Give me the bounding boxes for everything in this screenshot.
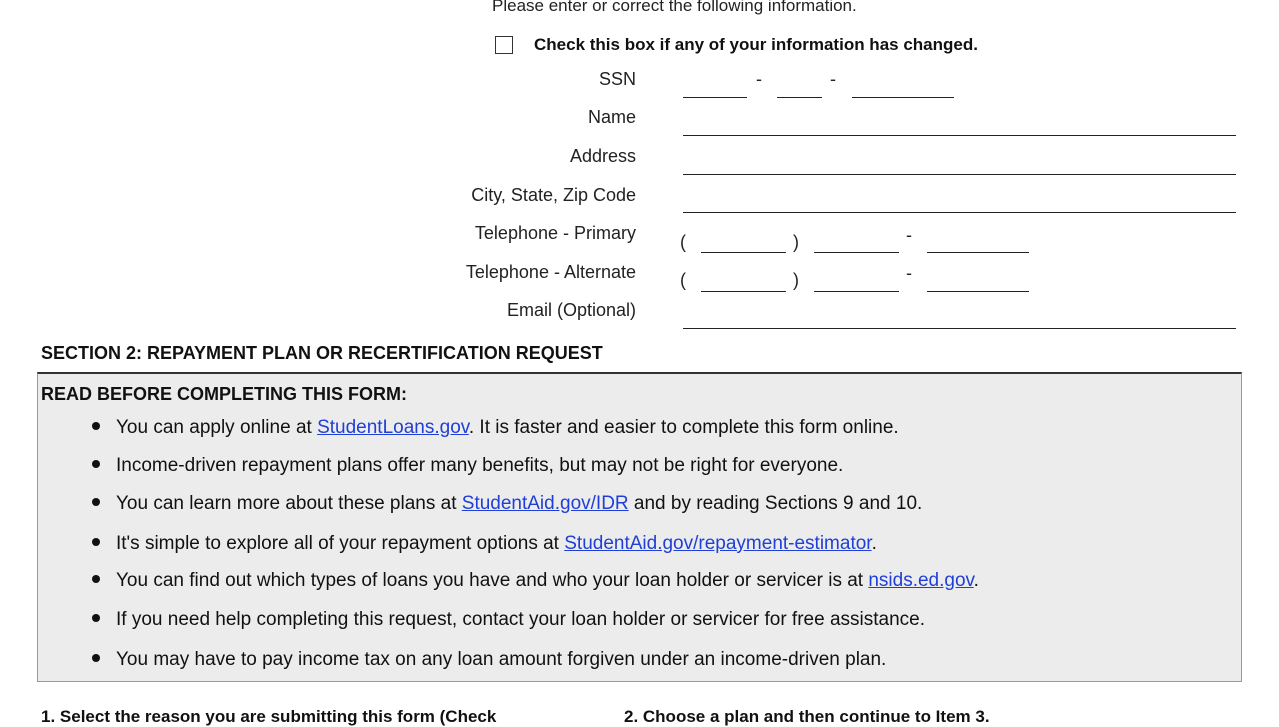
- studentloans-link[interactable]: StudentLoans.gov: [317, 417, 469, 438]
- item-2-text: 2. Choose a plan and then continue to Item 3.: [624, 707, 990, 726]
- address-field[interactable]: [683, 153, 1236, 175]
- studentaid-idr-link[interactable]: StudentAid.gov/IDR: [461, 493, 629, 514]
- bullet-text: .: [973, 570, 979, 591]
- phone-primary-label: Telephone - Primary: [474, 223, 636, 243]
- city-state-zip-field[interactable]: [683, 191, 1236, 213]
- bullet-dot-icon: [92, 460, 100, 468]
- item-1-text: 1. Select the reason you are submitting this form (Check: [41, 707, 497, 726]
- bullet-text: .: [871, 533, 877, 554]
- phone-alternate-dash: -: [906, 263, 912, 283]
- phone-primary-area-field[interactable]: [701, 231, 786, 253]
- phone-primary-prefix-field[interactable]: [814, 231, 899, 253]
- phone-primary-paren-close: ): [793, 232, 799, 252]
- ssn-part2-field[interactable]: [777, 76, 822, 98]
- bullet-text: . It is faster and easier to complete this form online.: [468, 417, 899, 438]
- bullet-text: It's simple to explore all of your repayment options at: [116, 533, 565, 554]
- address-label: Address: [569, 146, 636, 166]
- phone-primary-paren-open: (: [680, 232, 686, 252]
- bullet-dot-icon: [92, 498, 100, 506]
- city-state-zip-label: City, State, Zip Code: [471, 185, 636, 205]
- bullet-text: You can apply online at: [116, 417, 318, 438]
- bullet-text: If you need help completing this request, contact your loan holder or servicer for free assistance.: [116, 609, 925, 630]
- bullet-dot-icon: [92, 422, 100, 430]
- bullet-text: You may have to pay income tax on any loan amount forgiven under an income-driven plan.: [116, 649, 887, 670]
- phone-alternate-area-field[interactable]: [701, 270, 786, 292]
- bullet-benefits: [92, 455, 843, 477]
- info-changed-label: Check this box if any of your information has changed.: [534, 35, 978, 54]
- bullet-dot-icon: [92, 614, 100, 622]
- bullet-income-tax: [92, 649, 886, 671]
- bullet-loan-holder: [92, 570, 979, 592]
- bullet-text: You can learn more about these plans at: [116, 493, 462, 514]
- bullet-learn-more: [92, 493, 922, 515]
- info-changed-checkbox[interactable]: [495, 36, 513, 54]
- phone-alternate-paren-close: ): [793, 270, 799, 290]
- read-before-title: READ BEFORE COMPLETING THIS FORM:: [41, 384, 407, 404]
- bullet-text: You can find out which types of loans you have and who your loan holder or servicer is at: [116, 570, 869, 591]
- bullet-text: and by reading Sections 9 and 10.: [628, 493, 923, 514]
- ssn-part3-field[interactable]: [852, 76, 954, 98]
- bullet-dot-icon: [92, 575, 100, 583]
- bullet-text: Income-driven repayment plans offer many benefits, but may not be right for everyone.: [116, 455, 844, 476]
- ssn-dash-1: -: [756, 69, 762, 89]
- ssn-label: SSN: [598, 69, 636, 89]
- nsids-link[interactable]: nsids.ed.gov: [868, 570, 974, 591]
- phone-primary-line-number-field[interactable]: [927, 231, 1029, 253]
- email-label: Email (Optional): [506, 300, 636, 320]
- phone-alternate-label: Telephone - Alternate: [465, 262, 636, 282]
- form-instruction: Please enter or correct the following information.: [492, 0, 857, 15]
- phone-primary-dash: -: [906, 225, 912, 245]
- ssn-part1-field[interactable]: [683, 76, 747, 98]
- repayment-estimator-link[interactable]: StudentAid.gov/repayment-estimator: [564, 533, 872, 554]
- email-field[interactable]: [683, 307, 1236, 329]
- bullet-apply-online: [92, 417, 899, 439]
- phone-alternate-paren-open: (: [680, 270, 686, 290]
- phone-alternate-line-number-field[interactable]: [927, 270, 1029, 292]
- bullet-dot-icon: [92, 538, 100, 546]
- ssn-dash-2: -: [830, 69, 836, 89]
- bullet-repayment-estimator: [92, 533, 877, 555]
- name-label: Name: [587, 107, 636, 127]
- phone-alternate-prefix-field[interactable]: [814, 270, 899, 292]
- bullet-help: [92, 609, 925, 631]
- bullet-dot-icon: [92, 654, 100, 662]
- section-2-title: SECTION 2: REPAYMENT PLAN OR RECERTIFICATION REQUEST: [41, 343, 603, 363]
- name-field[interactable]: [683, 114, 1236, 136]
